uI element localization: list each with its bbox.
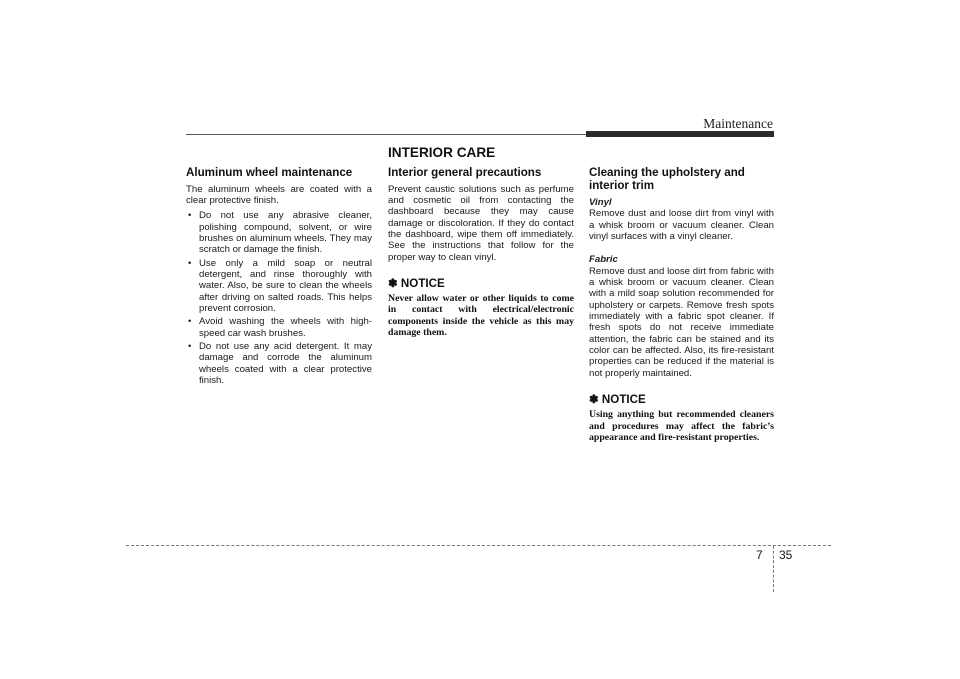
- interior-precautions-heading: Interior general precautions: [388, 166, 542, 179]
- left-column: [186, 167, 372, 388]
- bullet-icon: •: [188, 316, 192, 328]
- notice-body: Never allow water or other liquids to come in contact with electrical/electronic components inside the vehicle as this may damage them.: [388, 292, 574, 339]
- fabric-label: Fabric: [589, 254, 618, 266]
- aluminum-wheel-heading: Aluminum wheel maintenance: [186, 166, 353, 179]
- aluminum-intro: The aluminum wheels are coated with a clear protective finish.: [186, 183, 372, 206]
- list-item: • Do not use any abrasive cleaner, polishing compound, solvent, or wire brushes on aluminum wheels. They may scratch or damage the finish.: [188, 210, 372, 256]
- header-rule-bar: [586, 131, 774, 137]
- middle-column: [388, 167, 574, 339]
- list-item: • Do not use any acid detergent. It may damage and corrode the aluminum wheels coated with a clear protective finish.: [188, 340, 372, 386]
- notice-title: ✽ NOTICE: [388, 276, 445, 290]
- notice-body: Using anything but recommended cleaners and procedures may affect the fabric’s appearance and fire-resistant properties.: [589, 409, 774, 443]
- footer-divider: [773, 546, 774, 592]
- vinyl-body: Remove dust and loose dirt from vinyl with a whisk broom or vacuum cleaner. Clean vinyl surfaces with a vinyl cleaner.: [589, 208, 774, 243]
- page-heading: INTERIOR CARE: [388, 145, 496, 160]
- bullet-icon: •: [188, 210, 192, 222]
- section-header: Maintenance: [703, 116, 773, 131]
- bullet-icon: •: [188, 340, 192, 352]
- list-item: • Avoid washing the wheels with high-speed car wash brushes.: [188, 316, 372, 339]
- bullet-icon: •: [188, 257, 192, 269]
- footer-rule: [126, 545, 831, 546]
- aluminum-bullets: [186, 210, 372, 386]
- list-item: • Use only a mild soap or neutral detergent, and rinse thoroughly with water. Also, be sure to clean the wheels after driving on salted roads. This helps prevent corrosion.: [188, 257, 372, 314]
- notice-title: ✽ NOTICE: [589, 393, 646, 407]
- header-rule: [186, 134, 586, 135]
- vinyl-label: Vinyl: [589, 197, 612, 208]
- upholstery-heading: Cleaning the upholstery and interior trim: [589, 166, 745, 192]
- page-number: 35: [779, 548, 793, 562]
- fabric-body: Remove dust and loose dirt from fabric with a whisk broom or vacuum cleaner. Clean with a mild soap solution recommended for upholstery or carpets. Remove fresh spots immediately with a fabric spot cleaner. If fresh spots do not receive immediate attention, the fabric can be stained and its color can be affected. Also, its fire-resistant properties can be reduced if the material is not properly maintained.: [589, 265, 774, 379]
- chapter-number: 7: [756, 548, 763, 562]
- right-column: [589, 167, 774, 443]
- interior-precautions-body: Prevent caustic solutions such as perfume and cosmetic oil from contacting the dashboard because they may cause damage or discoloration. If they do contact the dashboard, wipe them off immediately. See the instructions that follow for the proper way to clean vinyl.: [388, 183, 574, 263]
